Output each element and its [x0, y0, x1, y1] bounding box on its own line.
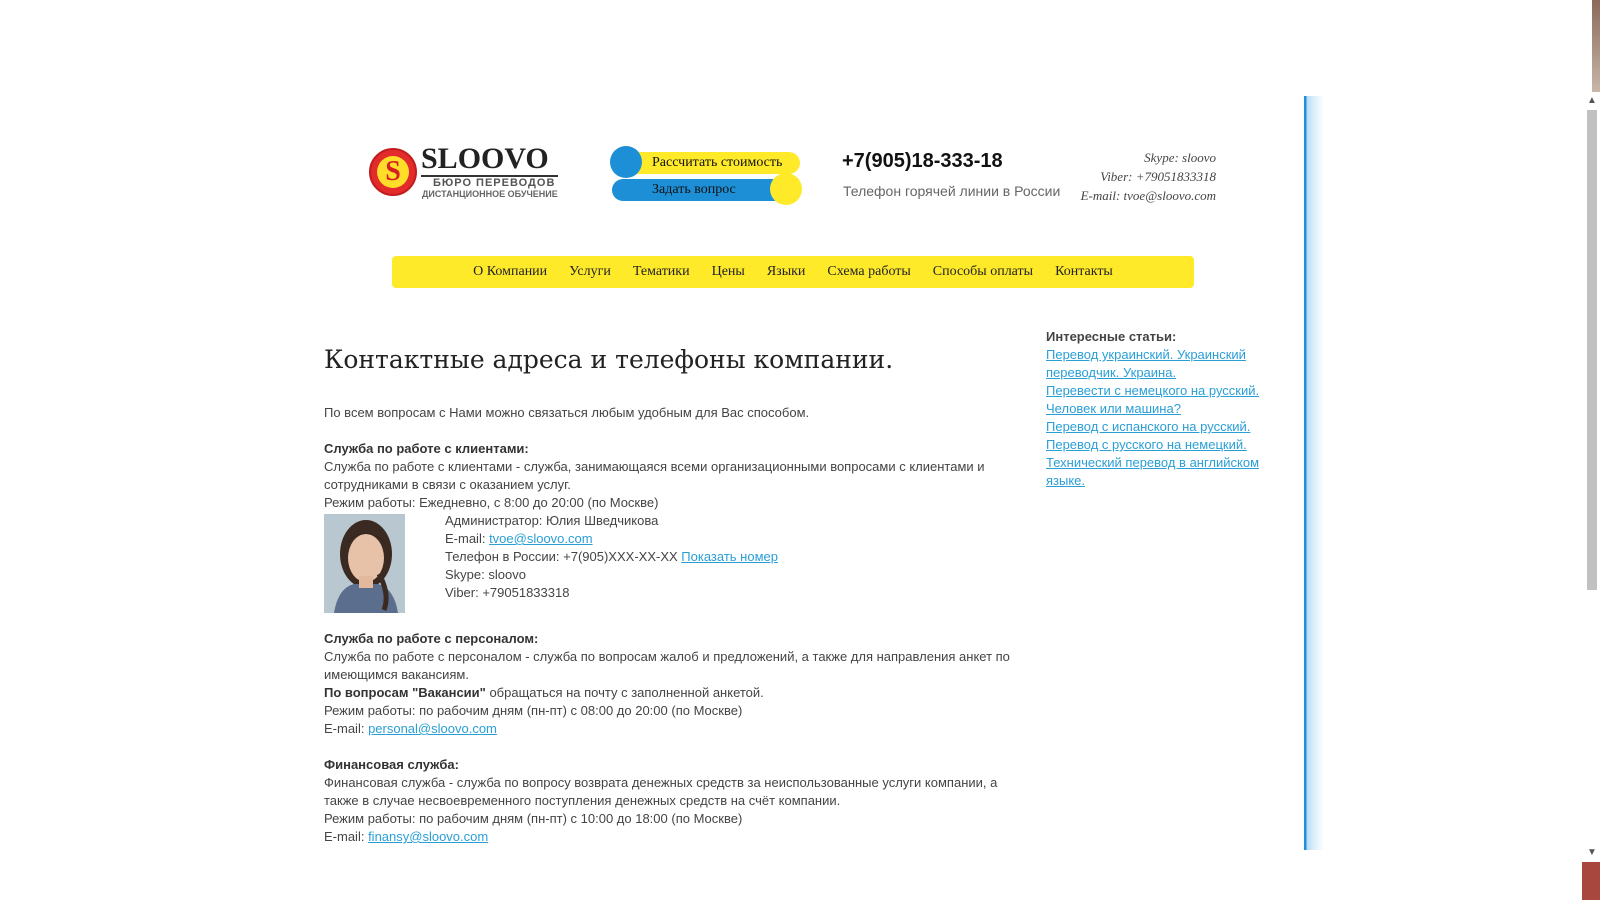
- calculate-cost-label: Рассчитать стоимость: [652, 155, 783, 170]
- main-content: [324, 338, 1014, 846]
- window-edge-decoration: [1592, 0, 1600, 92]
- logo[interactable]: [369, 142, 559, 202]
- articles-sidebar: [1046, 328, 1276, 490]
- article-link-russian-german[interactable]: Перевод с русского на немецкий.: [1046, 437, 1247, 452]
- administrator-info: [445, 512, 778, 602]
- page-title: Контактные адреса и телефоны компании.: [324, 345, 894, 374]
- personnel-email-line: E-mail: personal@sloovo.com: [324, 721, 497, 736]
- ask-question-label: Задать вопрос: [652, 182, 736, 197]
- yellow-circle-icon: [770, 173, 802, 205]
- scroll-down-arrow-icon[interactable]: ▼: [1587, 847, 1597, 858]
- administrator-email-link[interactable]: tvoe@sloovo.com: [489, 531, 593, 546]
- administrator-skype: Skype: sloovo: [445, 567, 526, 582]
- intro-text: По всем вопросам с Нами можно связаться любым удобным для Вас способом.: [324, 405, 810, 420]
- logo-emblem-icon: [369, 148, 417, 196]
- logo-subtitle-2: ДИСТАНЦИОННОЕ ОБУЧЕНИЕ: [422, 189, 558, 199]
- hotline-phone: +7(905)18-333-18: [842, 150, 1003, 172]
- administrator-email-line: E-mail: tvoe@sloovo.com: [445, 531, 593, 546]
- nav-item-prices[interactable]: Цены: [711, 264, 745, 279]
- nav-item-company[interactable]: О Компании: [473, 264, 548, 279]
- avatar: [324, 514, 405, 613]
- finance-email-line: E-mail: finansy@sloovo.com: [324, 829, 489, 844]
- show-number-link[interactable]: Показать номер: [681, 549, 778, 564]
- finance-hours: Режим работы: по рабочим дням (пн-пт) с 10:00 до 18:00 (по Москве): [324, 811, 743, 826]
- header-contacts: [1060, 148, 1216, 205]
- logo-letter: S: [377, 156, 409, 188]
- vacancy-line: По вопросам "Вакансии" обращаться на почту с заполненной анкетой.: [324, 685, 764, 700]
- logo-subtitle: БЮРО ПЕРЕВОДОВ: [433, 177, 556, 189]
- logo-name: SLOOVO: [421, 142, 549, 175]
- calculate-cost-button[interactable]: [612, 152, 800, 174]
- articles-title: Интересные статьи:: [1046, 329, 1177, 344]
- corner-decoration: [1582, 862, 1600, 900]
- nav-item-payment[interactable]: Способы оплаты: [932, 264, 1034, 279]
- scroll-thumb[interactable]: [1587, 110, 1597, 590]
- administrator-phone-line: Телефон в России: +7(905)XXX-XX-XX Показать номер: [445, 549, 778, 564]
- nav-item-languages[interactable]: Языки: [766, 264, 806, 279]
- header-email: E-mail: tvoe@sloovo.com: [1080, 188, 1216, 203]
- article-link-german-russian[interactable]: Перевести с немецкого на русский. Человек или машина?: [1046, 383, 1260, 416]
- clients-hours: Режим работы: Ежедневно, с 8:00 до 20:00 (по Москве): [324, 495, 659, 510]
- nav-item-services[interactable]: Услуги: [569, 264, 611, 279]
- finance-email-link[interactable]: finansy@sloovo.com: [368, 829, 489, 844]
- clients-description: Служба по работе с клиентами - служба, занимающаяся всеми организационными вопросами с клиентами и сотрудниками в связи с оказанием услуг.: [324, 459, 985, 492]
- header-skype: Skype: sloovo: [1144, 150, 1216, 165]
- clients-heading: Служба по работе с клиентами:: [324, 441, 529, 456]
- personnel-email-link[interactable]: personal@sloovo.com: [368, 721, 497, 736]
- header-viber: Viber: +79051833318: [1100, 169, 1216, 184]
- administrator-name: Администратор: Юлия Шведчикова: [445, 513, 659, 528]
- administrator-card: [324, 512, 1014, 612]
- article-link-spanish-russian[interactable]: Перевод с испанского на русский.: [1046, 419, 1251, 434]
- personnel-description: Служба по работе с персоналом - служба по вопросам жалоб и предложений, а также для направления анкет по имеющимся вакансиям.: [324, 649, 1010, 682]
- personnel-heading: Служба по работе с персоналом:: [324, 631, 539, 646]
- ask-question-button[interactable]: [612, 179, 800, 201]
- hotline-description: Телефон горячей линии в России: [843, 183, 1061, 199]
- page-scrollbar[interactable]: [1584, 92, 1600, 862]
- nav-item-topics[interactable]: Тематики: [632, 264, 690, 279]
- page-edge-right: [1304, 96, 1324, 850]
- personnel-hours: Режим работы: по рабочим дням (пн-пт) с 08:00 до 20:00 (по Москве): [324, 703, 743, 718]
- article-link-ukrainian[interactable]: Перевод украинский. Украинский переводчик. Украина.: [1046, 347, 1246, 380]
- article-link-technical-english[interactable]: Технический перевод в английском языке.: [1046, 455, 1260, 488]
- scroll-up-arrow-icon[interactable]: ▲: [1587, 95, 1597, 106]
- main-nav: [392, 256, 1194, 288]
- blue-circle-icon: [610, 146, 642, 178]
- administrator-viber: Viber: +79051833318: [445, 585, 570, 600]
- nav-item-contacts[interactable]: Контакты: [1055, 264, 1113, 279]
- finance-description: Финансовая служба - служба по вопросу возврата денежных средств за неиспользованные услуги компании, а также в случае несвоевременного поступления денежных средств на счёт компании.: [324, 775, 998, 808]
- finance-heading: Финансовая служба:: [324, 757, 459, 772]
- nav-item-workflow[interactable]: Схема работы: [827, 264, 911, 279]
